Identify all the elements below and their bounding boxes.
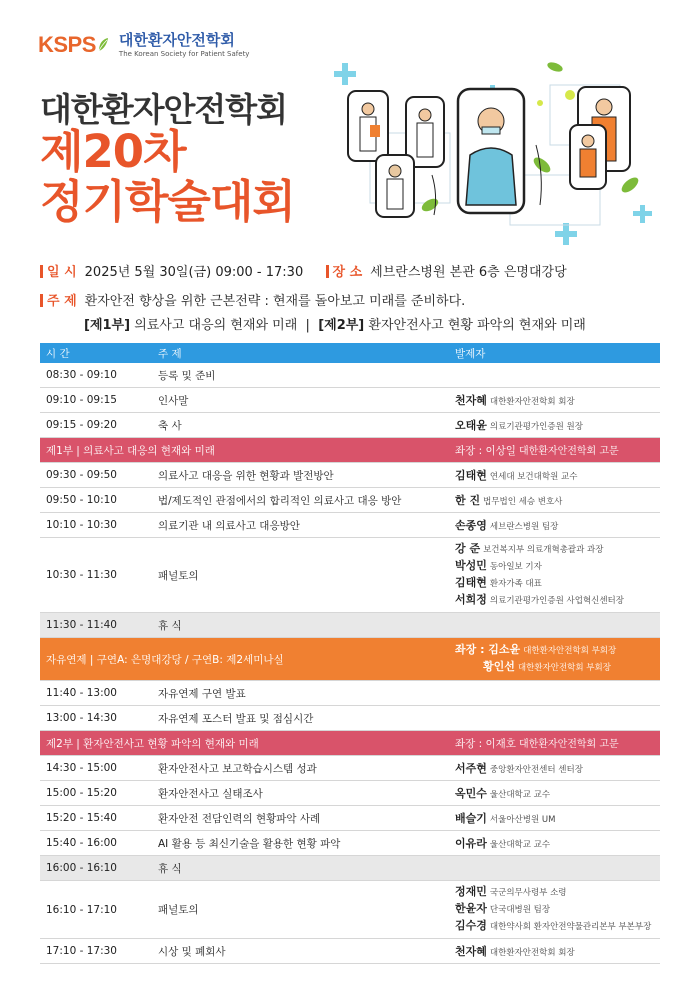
table-row	[40, 939, 660, 964]
speaker-entry	[455, 417, 654, 433]
table-row	[40, 463, 660, 488]
table-row	[40, 613, 660, 638]
speaker-affiliation: 의료기관평가인증원 사업혁신센터장	[489, 596, 624, 606]
speaker-name: 한윤자	[455, 902, 487, 915]
table-row	[40, 806, 660, 831]
speaker-affiliation: 서울아산병원 UM	[489, 815, 556, 825]
speaker-affiliation: 국군의무사령부 소령	[489, 888, 567, 898]
speaker-name: 오태윤	[455, 419, 487, 432]
session-speakers	[449, 388, 660, 413]
speaker-entry	[455, 943, 654, 959]
event-date-place	[40, 261, 567, 280]
speaker-entry	[455, 785, 654, 801]
session-topic: 휴 식	[152, 613, 449, 638]
speaker-entry	[455, 492, 654, 508]
speaker-affiliation: 대한약사회 환자안전약물관리본부 부본부장	[489, 922, 652, 932]
session-speakers	[449, 781, 660, 806]
speaker-name: 한 진	[455, 494, 481, 507]
session-speakers	[449, 538, 660, 613]
session-speakers	[449, 363, 660, 388]
speaker-affiliation: 의료기관평가인증원 원장	[489, 422, 583, 432]
session-topic: 패널토의	[152, 538, 449, 613]
part1-tag: [제1부]	[84, 318, 131, 333]
society-logo	[38, 32, 249, 58]
session-speakers	[449, 413, 660, 438]
section-chair	[449, 438, 660, 463]
session-time: 11:40 - 13:00	[40, 681, 152, 706]
section-row	[40, 731, 660, 756]
session-speakers	[449, 613, 660, 638]
session-time: 09:15 - 09:20	[40, 413, 152, 438]
logo-mark: KSPS	[38, 32, 96, 57]
session-topic: 축 사	[152, 413, 449, 438]
speaker-affiliation: 법무법인 세승 변호사	[483, 497, 563, 507]
header-time: 시 간	[40, 343, 152, 363]
parts-separator: |	[305, 318, 310, 333]
session-speakers	[449, 756, 660, 781]
speaker-affiliation: 대한환자안전학회 회장	[489, 397, 575, 407]
speaker-name: 옥민수	[455, 787, 487, 800]
speaker-name: 천자혜	[455, 394, 487, 407]
session-time: 09:30 - 09:50	[40, 463, 152, 488]
session-time: 14:30 - 15:00	[40, 756, 152, 781]
speaker-name: 정재민	[455, 885, 487, 898]
session-speakers	[449, 488, 660, 513]
table-row	[40, 756, 660, 781]
speaker-entry	[455, 884, 654, 901]
section-row	[40, 638, 660, 681]
event-date: 2025년 5월 30일(금) 09:00 - 17:30	[84, 265, 304, 280]
speaker-name: 이유라	[455, 837, 487, 850]
speaker-affiliation: 단국대병원 팀장	[489, 905, 551, 915]
chair-affiliation: 대한환자안전학회 고문	[518, 739, 619, 750]
part2-tag: [제2부]	[318, 318, 365, 333]
session-time: 13:00 - 14:30	[40, 706, 152, 731]
program-table	[40, 343, 660, 964]
society-name-en: The Korean Society for Patient Safety	[118, 49, 250, 58]
session-speakers	[449, 939, 660, 964]
session-topic: 법/제도적인 관점에서의 합리적인 의료사고 대응 방안	[152, 488, 449, 513]
session-topic: 패널토의	[152, 881, 449, 939]
speaker-entry	[455, 558, 654, 575]
header-speaker: 발제자	[449, 343, 660, 363]
session-time: 16:10 - 17:10	[40, 881, 152, 939]
leaf-logo-icon	[97, 37, 109, 53]
event-place: 세브란스병원 본관 6층 은명대강당	[370, 265, 567, 280]
session-time: 08:30 - 09:10	[40, 363, 152, 388]
session-time: 16:00 - 16:10	[40, 856, 152, 881]
speaker-affiliation: 연세대 보건대학원 교수	[489, 472, 578, 482]
session-time: 15:20 - 15:40	[40, 806, 152, 831]
session-topic: 자유연제 포스터 발표 및 점심시간	[152, 706, 449, 731]
session-topic: 자유연제 구연 발표	[152, 681, 449, 706]
session-topic: AI 활용 등 최신기술을 활용한 현황 파악	[152, 831, 449, 856]
speaker-affiliation: 중앙환자안전센터 센터장	[489, 765, 583, 775]
session-time: 17:10 - 17:30	[40, 939, 152, 964]
label-bar	[40, 265, 43, 278]
session-speakers	[449, 881, 660, 939]
label-bar	[40, 294, 43, 307]
session-topic: 환자안전사고 실태조사	[152, 781, 449, 806]
session-speakers	[449, 513, 660, 538]
session-time: 09:50 - 10:10	[40, 488, 152, 513]
speaker-affiliation: 동아일보 기자	[489, 562, 542, 572]
table-row	[40, 413, 660, 438]
parts-line	[84, 314, 586, 333]
date-label: 일 시	[47, 265, 77, 280]
session-topic: 시상 및 폐회사	[152, 939, 449, 964]
title-society: 대한환자안전학회	[40, 90, 288, 129]
section-title: 제2부 | 환자안전사고 현황 파악의 현재와 미래	[40, 731, 449, 756]
speaker-name: 박성민	[455, 559, 487, 572]
chair-affiliation: 대한환자안전학회 고문	[518, 446, 619, 457]
table-row	[40, 856, 660, 881]
session-topic: 의료사고 대응을 위한 현황과 발전방안	[152, 463, 449, 488]
speaker-entry	[455, 467, 654, 483]
speaker-entry	[455, 918, 654, 935]
speaker-name: 서주현	[455, 762, 487, 775]
table-row	[40, 363, 660, 388]
event-theme	[40, 290, 465, 309]
session-speakers	[449, 681, 660, 706]
session-time: 11:30 - 11:40	[40, 613, 152, 638]
part2-title: 환자안전사고 현황 파악의 현재와 미래	[368, 318, 586, 333]
session-speakers	[449, 806, 660, 831]
session-time: 15:00 - 15:20	[40, 781, 152, 806]
chair-affiliation: 대한환자안전학회 부회장	[523, 646, 617, 656]
section-title: 자유연제 | 구연A: 은명대강당 / 구연B: 제2세미나실	[40, 638, 449, 681]
session-topic: 인사말	[152, 388, 449, 413]
session-speakers	[449, 706, 660, 731]
session-speakers	[449, 856, 660, 881]
session-speakers	[449, 463, 660, 488]
speaker-name: 김태현	[455, 576, 487, 589]
table-row	[40, 513, 660, 538]
speaker-entry	[455, 392, 654, 408]
section-chair	[449, 731, 660, 756]
session-topic: 환자안전사고 보고학습시스템 성과	[152, 756, 449, 781]
session-time: 09:10 - 09:15	[40, 388, 152, 413]
speaker-name: 김태현	[455, 469, 487, 482]
table-row	[40, 706, 660, 731]
speaker-entry	[455, 760, 654, 776]
speaker-affiliation: 보건복지부 의료개혁총괄과 과장	[483, 545, 604, 555]
chair-entry	[455, 659, 654, 676]
speaker-affiliation: 환자가족 대표	[489, 579, 542, 589]
chair-name: 황인선	[483, 660, 515, 673]
chair-name: 좌장 : 이재호	[455, 738, 516, 750]
label-bar	[326, 265, 329, 278]
title-conference: 정기학술대회	[40, 175, 295, 228]
session-topic: 등록 및 준비	[152, 363, 449, 388]
theme-label: 주 제	[47, 294, 77, 309]
table-row	[40, 388, 660, 413]
table-row	[40, 881, 660, 939]
speaker-entry	[455, 575, 654, 592]
table-header-row	[40, 343, 660, 363]
session-time: 10:30 - 11:30	[40, 538, 152, 613]
speaker-affiliation: 대한환자안전학회 회장	[489, 948, 575, 958]
speaker-name: 배슬기	[455, 812, 487, 825]
section-title: 제1부 | 의료사고 대응의 현재와 미래	[40, 438, 449, 463]
session-time: 10:10 - 10:30	[40, 513, 152, 538]
speaker-name: 강 준	[455, 542, 481, 555]
session-topic: 의료기관 내 의료사고 대응방안	[152, 513, 449, 538]
session-topic: 환자안전 전담인력의 현황파악 사례	[152, 806, 449, 831]
speaker-entry	[455, 835, 654, 851]
speaker-name: 서희정	[455, 593, 487, 606]
place-label: 장 소	[332, 265, 363, 280]
table-row	[40, 681, 660, 706]
chair-entry	[455, 642, 654, 659]
speaker-affiliation: 울산대학교 교수	[489, 790, 551, 800]
logo-names	[118, 30, 250, 58]
chair-name: 좌장 : 이상일	[455, 445, 516, 457]
speaker-affiliation: 세브란스병원 팀장	[489, 522, 559, 532]
chair-affiliation: 대한환자안전학회 부회장	[517, 663, 611, 673]
speaker-entry	[455, 517, 654, 533]
society-name-kr: 대한환자안전학회	[118, 30, 235, 49]
speaker-name: 손종영	[455, 519, 487, 532]
header-topic: 주 제	[152, 343, 449, 363]
title-edition: 제20차	[40, 125, 186, 178]
table-row	[40, 538, 660, 613]
chair-name: 좌장 : 김소윤	[455, 643, 521, 656]
table-row	[40, 831, 660, 856]
speaker-name: 천자혜	[455, 945, 487, 958]
speaker-affiliation: 울산대학교 교수	[489, 840, 551, 850]
speaker-entry	[455, 810, 654, 826]
speaker-entry	[455, 592, 654, 609]
speaker-entry	[455, 901, 654, 918]
speaker-entry	[455, 541, 654, 558]
section-chair	[449, 638, 660, 681]
doctor-illustration	[330, 55, 670, 255]
table-row	[40, 781, 660, 806]
theme-text: 환자안전 향상을 위한 근본전략 : 현재를 돌아보고 미래를 준비하다.	[84, 294, 466, 309]
section-row	[40, 438, 660, 463]
session-time: 15:40 - 16:00	[40, 831, 152, 856]
table-row	[40, 488, 660, 513]
session-speakers	[449, 831, 660, 856]
session-topic: 휴 식	[152, 856, 449, 881]
part1-title: 의료사고 대응의 현재와 미래	[134, 318, 298, 333]
speaker-name: 김수경	[455, 919, 487, 932]
